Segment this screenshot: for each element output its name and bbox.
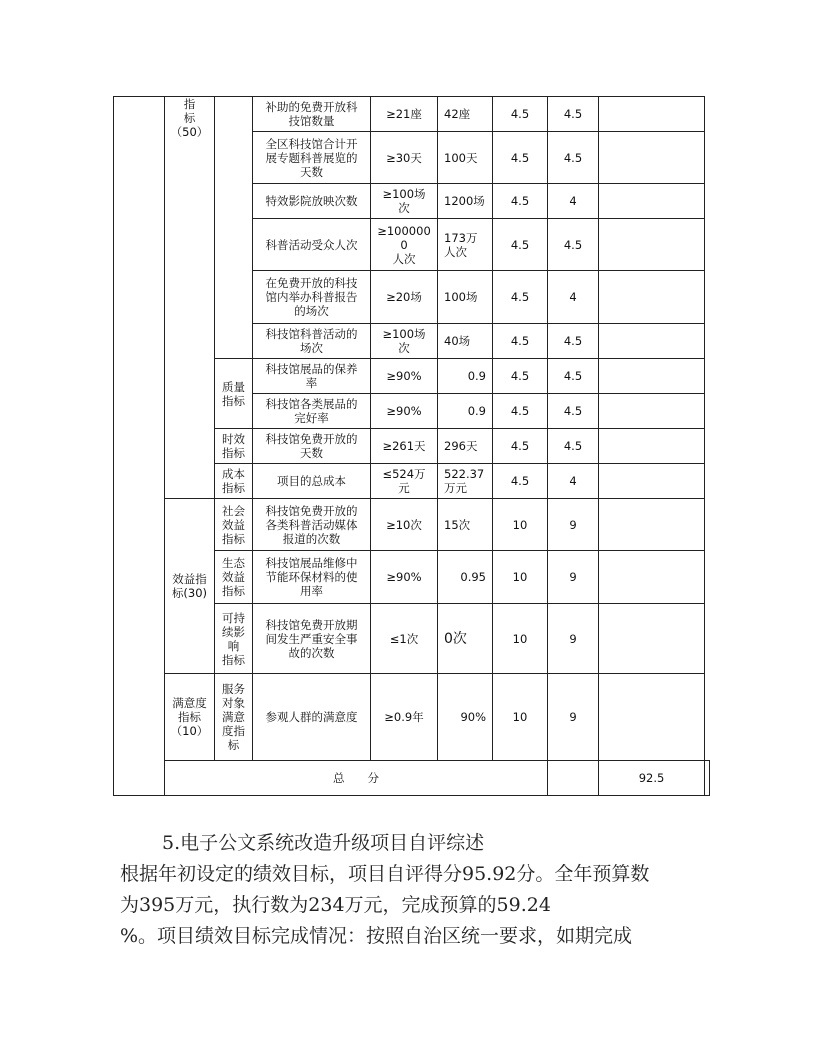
score-cell: 4: [548, 184, 599, 219]
actual-cell: 42座: [438, 97, 493, 132]
level2-service-satisfaction-indicator: 服务 对象 满意 度指 标: [215, 674, 253, 761]
level2-quality-indicator: 质量 指标: [215, 359, 253, 429]
actual-cell: 0.9: [438, 359, 493, 394]
actual-cell: 100天: [438, 132, 493, 184]
target-cell: ≤524万 元: [371, 464, 438, 499]
target-cell: ≥30天: [371, 132, 438, 184]
total-label-cell: 总 分: [165, 761, 548, 796]
weight-cell: 4.5: [493, 464, 548, 499]
level1-output-indicator: 指 标 （50）: [165, 97, 215, 499]
target-cell: ≤1次: [371, 604, 438, 674]
note-cell: [599, 271, 705, 324]
level2-sustainable-impact-indicator: 可持 续影 响 指标: [215, 604, 253, 674]
note-cell: [599, 429, 705, 464]
note-cell: [599, 604, 705, 674]
indicator-cell: 科技馆科普活动的 场次: [253, 324, 371, 359]
target-cell: ≥10次: [371, 499, 438, 551]
indicator-cell: 科技馆展品的保养 率: [253, 359, 371, 394]
indicator-cell: 补助的免费开放科 技馆数量: [253, 97, 371, 132]
score-cell: 4.5: [548, 132, 599, 184]
body-paragraph-line: 为395万元，执行数为234万元，完成预算的59.24: [120, 894, 551, 916]
score-cell: 4.5: [548, 429, 599, 464]
weight-cell: 4.5: [493, 132, 548, 184]
note-cell: [599, 551, 705, 604]
level1-satisfaction-indicator: 满意度 指标 （10）: [165, 674, 215, 761]
weight-cell: 4.5: [493, 184, 548, 219]
target-cell: ≥0.9年: [371, 674, 438, 761]
target-cell: ≥90%: [371, 551, 438, 604]
level2-ecological-benefit-indicator: 生态 效益 指标: [215, 551, 253, 604]
weight-cell: 10: [493, 604, 548, 674]
note-cell: [599, 324, 705, 359]
performance-table: [113, 96, 710, 796]
weight-cell: 4.5: [493, 429, 548, 464]
target-cell: ≥21座: [371, 97, 438, 132]
score-cell: 4: [548, 464, 599, 499]
weight-cell: 10: [493, 674, 548, 761]
target-cell: ≥261天: [371, 429, 438, 464]
note-cell: [599, 359, 705, 394]
note-cell: [599, 499, 705, 551]
score-cell: 4.5: [548, 324, 599, 359]
actual-cell: 173万 人次: [438, 219, 493, 271]
score-cell: 9: [548, 674, 599, 761]
note-cell: [599, 219, 705, 271]
total-note-cell: [705, 761, 710, 796]
weight-cell: 4.5: [493, 394, 548, 429]
note-cell: [599, 394, 705, 429]
actual-cell: 0次: [438, 604, 493, 674]
indicator-cell: 项目的总成本: [253, 464, 371, 499]
actual-cell: 40场: [438, 324, 493, 359]
note-cell: [599, 97, 705, 132]
indicator-cell: 科技馆免费开放的 各类科普活动媒体 报道的次数: [253, 499, 371, 551]
target-cell: ≥100000 0 人次: [371, 219, 438, 271]
actual-cell: 100场: [438, 271, 493, 324]
indicator-cell: 在免费开放的科技 馆内举办科普报告 的场次: [253, 271, 371, 324]
left-blank-column: [114, 97, 165, 796]
actual-cell: 15次: [438, 499, 493, 551]
target-cell: ≥90%: [371, 394, 438, 429]
weight-cell: 4.5: [493, 219, 548, 271]
indicator-cell: 参观人群的满意度: [253, 674, 371, 761]
total-score-cell: 92.5: [599, 761, 705, 796]
score-cell: 9: [548, 499, 599, 551]
actual-cell: 1200场: [438, 184, 493, 219]
level2-cost-indicator: 成本 指标: [215, 464, 253, 499]
actual-cell: 0.95: [438, 551, 493, 604]
weight-cell: 4.5: [493, 97, 548, 132]
indicator-cell: 科技馆免费开放期 间发生严重安全事 故的次数: [253, 604, 371, 674]
note-cell: [599, 464, 705, 499]
level2-timeliness-indicator: 时效 指标: [215, 429, 253, 464]
indicator-cell: 科普活动受众人次: [253, 219, 371, 271]
total-weight-cell: [548, 761, 599, 796]
weight-cell: 4.5: [493, 324, 548, 359]
score-cell: 4.5: [548, 219, 599, 271]
level2-quantity-blank: [215, 97, 253, 359]
note-cell: [599, 674, 705, 761]
weight-cell: 10: [493, 499, 548, 551]
score-cell: 4.5: [548, 97, 599, 132]
target-cell: ≥100场 次: [371, 184, 438, 219]
actual-cell: 90%: [438, 674, 493, 761]
actual-cell: 0.9: [438, 394, 493, 429]
note-cell: [599, 184, 705, 219]
target-cell: ≥90%: [371, 359, 438, 394]
indicator-cell: 科技馆展品维修中 节能环保材料的使 用率: [253, 551, 371, 604]
note-cell: [599, 132, 705, 184]
actual-cell: 522.37 万元: [438, 464, 493, 499]
body-paragraph-line: %。项目绩效目标完成情况：按照自治区统一要求，如期完成: [120, 925, 633, 947]
indicator-cell: 全区科技馆合计开 展专题科普展览的 天数: [253, 132, 371, 184]
score-cell: 4.5: [548, 394, 599, 429]
body-paragraph-line: 根据年初设定的绩效目标，项目自评得分95.92分。全年预算数: [120, 863, 650, 885]
weight-cell: 4.5: [493, 271, 548, 324]
indicator-cell: 科技馆免费开放的 天数: [253, 429, 371, 464]
actual-cell: 296天: [438, 429, 493, 464]
indicator-cell: 特效影院放映次数: [253, 184, 371, 219]
score-cell: 4.5: [548, 359, 599, 394]
score-cell: 9: [548, 604, 599, 674]
target-cell: ≥20场: [371, 271, 438, 324]
score-cell: 9: [548, 551, 599, 604]
level2-social-benefit-indicator: 社会 效益 指标: [215, 499, 253, 551]
level1-benefit-indicator: 效益指 标(30): [165, 499, 215, 674]
section-heading: 5.电子公文系统改造升级项目自评综述: [162, 832, 485, 854]
weight-cell: 4.5: [493, 359, 548, 394]
weight-cell: 10: [493, 551, 548, 604]
score-cell: 4: [548, 271, 599, 324]
indicator-cell: 科技馆各类展品的 完好率: [253, 394, 371, 429]
target-cell: ≥100场 次: [371, 324, 438, 359]
